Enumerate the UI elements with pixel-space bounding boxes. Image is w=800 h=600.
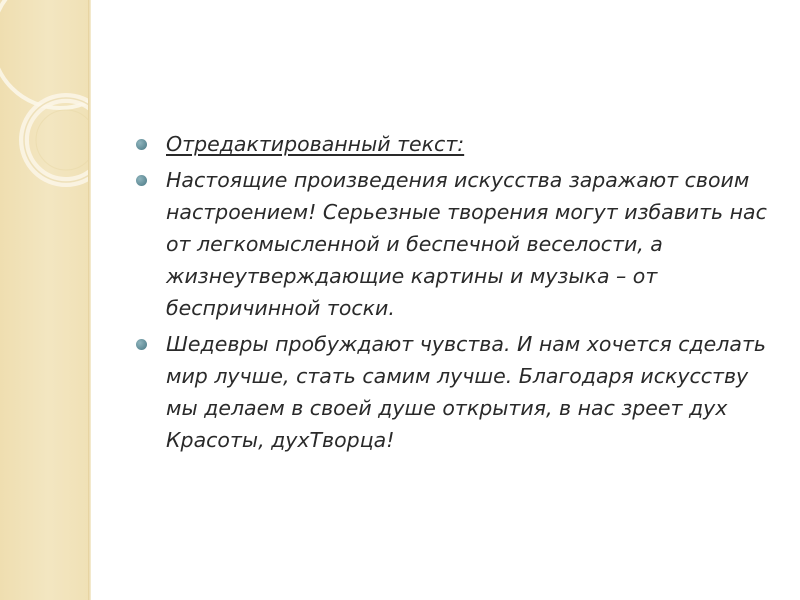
bullet-dot-icon bbox=[136, 175, 147, 186]
bullet-item-heading bbox=[136, 128, 776, 160]
bullet-heading-text: Отредактированный текст: bbox=[166, 132, 465, 156]
bullet-list bbox=[136, 128, 776, 460]
bullet-art-effect-text: Настоящие произведения искусства заражают своим настроением! Серьезные творения могут избавить нас от легкомысленной и беспечной веселости, а жизнеутверждающие картины и музыка – от беспричинной тоски. bbox=[166, 168, 767, 320]
bullet-item-art-effect bbox=[136, 164, 776, 324]
bullet-item-masterpieces bbox=[136, 328, 776, 456]
bullet-masterpieces-text: Шедевры пробуждают чувства. И нам хочется сделать мир лучше, стать самим лучше. Благодаря искусству мы делаем в своей душе открытия, в нас зреет дух Красоты, духТворца! bbox=[166, 332, 766, 452]
decorative-rings-graphic bbox=[0, 0, 88, 260]
bullet-dot-icon bbox=[136, 139, 147, 150]
decorative-side-panel bbox=[0, 0, 88, 600]
side-panel-edge bbox=[88, 0, 91, 600]
bullet-dot-icon bbox=[136, 339, 147, 350]
